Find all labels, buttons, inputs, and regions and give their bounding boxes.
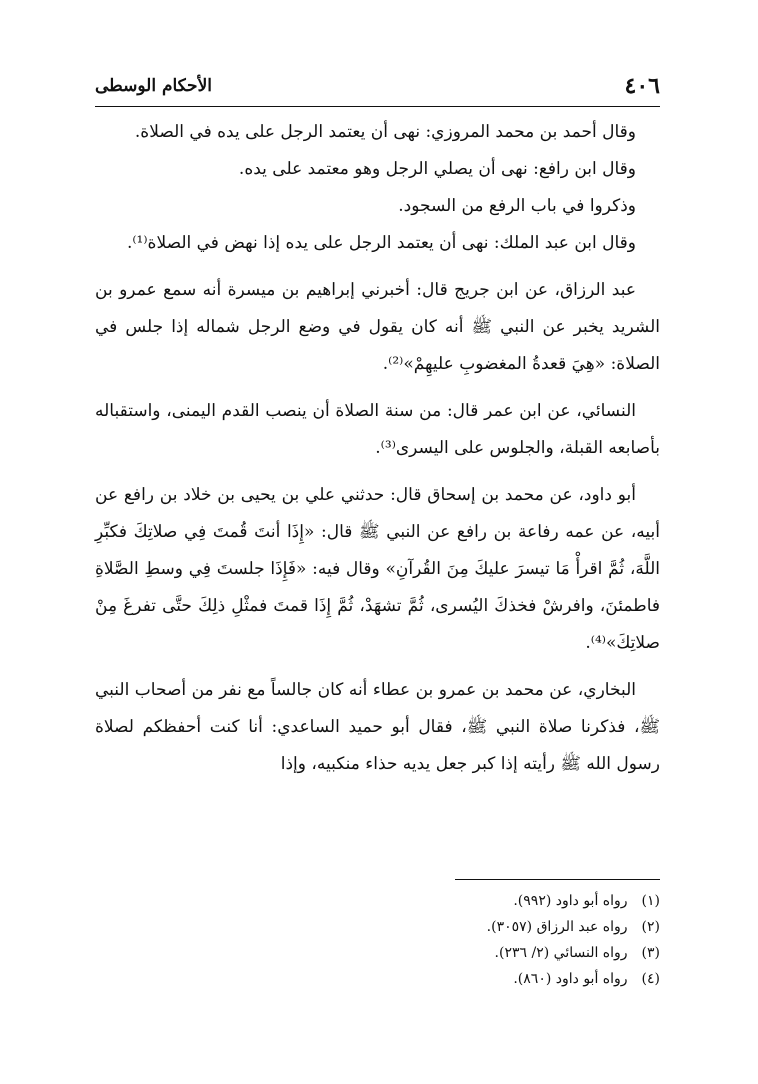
page-header xyxy=(95,70,660,102)
paragraph: وقال أحمد بن محمد المروزي: نهى أن يعتمد الرجل على يده في الصلاة. xyxy=(134,122,636,142)
paragraph: عبد الرزاق، عن ابن جريج قال: أخبرني إبراهيم بن ميسرة أنه سمع عمرو بن الشريد يخبر عن النبي ﷺ أنه كان يقول في وضع الرجل شماله إذا جلس في الصلاة: «هِيَ قعدةُ المغضوبِ عليهِمْ»⁽²⁾. xyxy=(95,280,660,374)
footnote-number: (٣) xyxy=(641,945,660,961)
footnote-number: (٢) xyxy=(641,919,660,935)
paragraph: وقال ابن عبد الملك: نهى أن يعتمد الرجل على يده إذا نهض في الصلاة⁽¹⁾. xyxy=(126,233,636,253)
main-text xyxy=(95,114,660,783)
footnotes xyxy=(300,888,660,992)
footnote-text: رواه أبو داود (٩٩٢). xyxy=(513,893,628,909)
footnote xyxy=(300,940,660,966)
header-rule xyxy=(95,106,660,107)
footnote xyxy=(300,914,660,940)
paragraph: النسائي، عن ابن عمر قال: من سنة الصلاة أن ينصب القدم اليمنى، واستقباله بأصابعه القبلة، والجلوس على اليسرى⁽³⁾. xyxy=(95,401,660,458)
footnote-text: رواه النسائي (٢/ ٢٣٦). xyxy=(494,945,628,961)
paragraph: وقال ابن رافع: نهى أن يصلي الرجل وهو معتمد على يده. xyxy=(238,159,636,179)
footnote xyxy=(300,966,660,992)
paragraph: البخاري، عن محمد بن عمرو بن عطاء أنه كان جالساً مع نفر من أصحاب النبي ﷺ، فذكرنا صلاة النبي ﷺ، فقال أبو حميد الساعدي: أنا كنت أحفظكم لصلاة رسول الله ﷺ رأيته إذا كبر جعل يديه حذاء منكبيه، وإذا xyxy=(95,680,660,774)
paragraph: أبو داود، عن محمد بن إسحاق قال: حدثني علي بن يحيى بن خلاد بن رافع عن أبيه، عن عمه رفاعة بن رافع عن النبي ﷺ قال: «إِذَا أنتَ قُمتَ فِي صلاتِكَ فكبِّرِ اللَّهَ، ثُمَّ اقرأْ مَا تيسرَ عليكَ مِنَ القُرآنِ» وقال فيه: «فَإِذَا جلستَ فِي وسطِ الصَّلاةِ فاطمئنَ، وافرشْ فخذكَ اليُسرى، ثُمَّ تشهَدْ، ثُمَّ إِذَا قمتَ فمثْلِ ذلِكَ حتَّى تفرغَ مِنْ صلاتِكَ»⁽⁴⁾. xyxy=(95,485,660,653)
footnote-text: رواه أبو داود (٨٦٠). xyxy=(513,971,628,987)
paragraph: وذكروا في باب الرفع من السجود. xyxy=(398,196,636,216)
page-number: ٤٠٦ xyxy=(624,73,660,99)
footnote-number: (٤) xyxy=(641,971,660,987)
footnote-text: رواه عبد الرزاق (٣٠٥٧). xyxy=(486,919,628,935)
footnote-rule xyxy=(455,879,660,880)
footnote-number: (١) xyxy=(641,893,660,909)
footnote xyxy=(300,888,660,914)
running-title: الأحكام الوسطى xyxy=(95,76,212,96)
